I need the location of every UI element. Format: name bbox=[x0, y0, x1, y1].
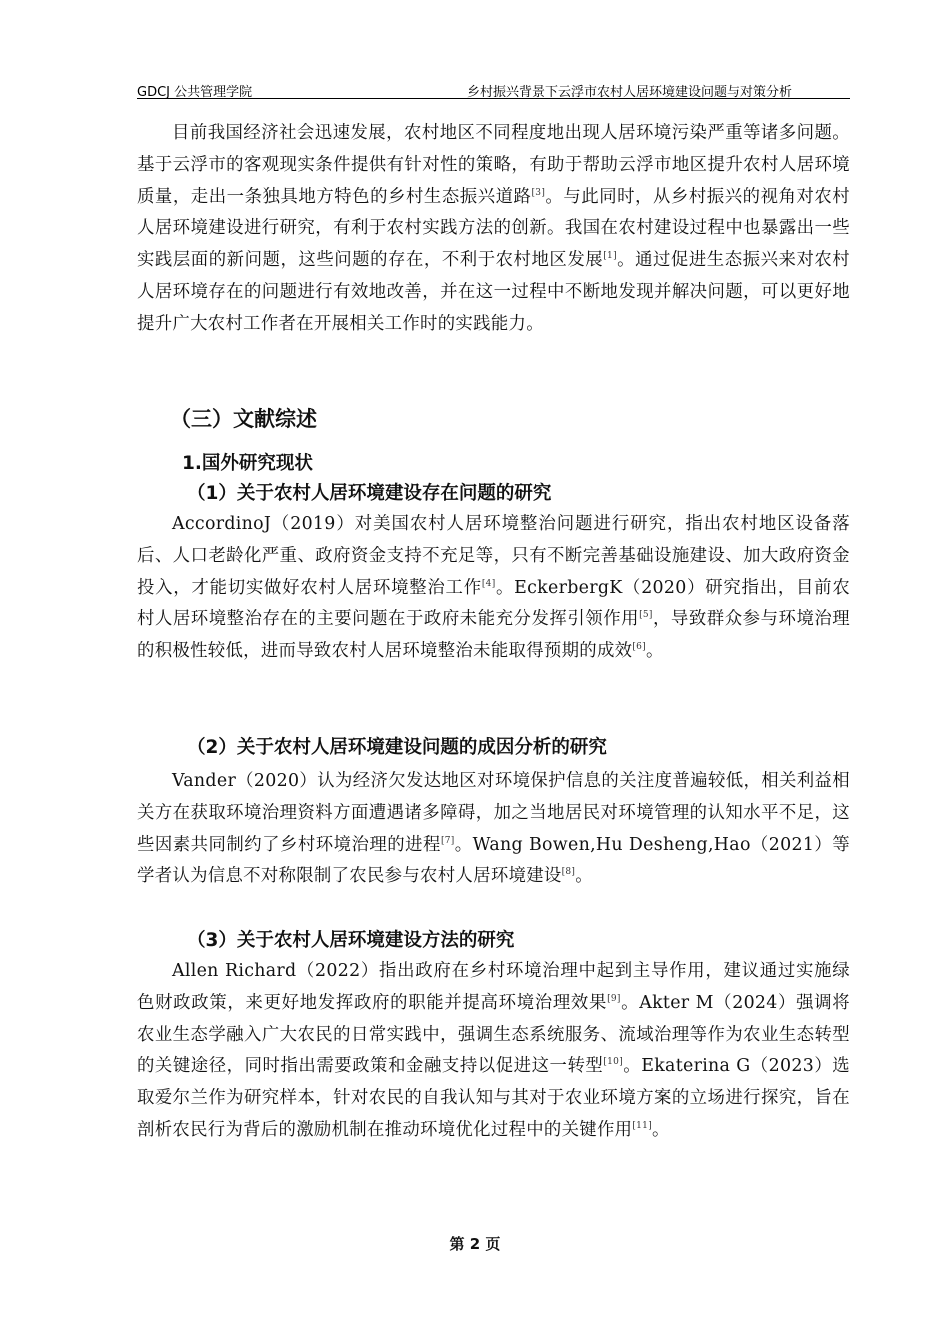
intro-paragraph bbox=[137, 118, 850, 341]
citation: [11] bbox=[632, 1120, 653, 1131]
page-header bbox=[137, 80, 850, 99]
header-title: 乡村振兴背景下云浮市农村人居环境建设问题与对策分析 bbox=[466, 85, 792, 100]
citation: [7] bbox=[440, 835, 455, 846]
intro-text-3: 。通过促进生态振兴来对农村人居环境存在的问题进行有效地改善，并在这一过程中不断地发现并解决问题，可以更好地提升广大农村工作者在开展相关工作时的实践能力。 bbox=[137, 250, 851, 334]
topic-3-text-3: 。Ekaterina G（2023）选取爱尔兰作为研究样本，针对农民的自我认知与其对于农业环境方案的立场进行探究，旨在剖析农民行为背后的激励机制在推动环境优化过程中的关键作用 bbox=[137, 1056, 850, 1140]
intro-paragraph-block bbox=[137, 118, 850, 341]
topic-3-block bbox=[137, 956, 850, 1147]
header-school: GDCJ 公共管理学院 bbox=[137, 85, 253, 100]
section-heading: （三）文献综述 bbox=[170, 407, 317, 431]
citation: [10] bbox=[603, 1057, 624, 1068]
topic-3-text-2: 。Akter M（2024）强调将农业生态学融入广大农民的日常实践中，强调生态系统服务、流域治理等作为农业生态转型的关键途径，同时指出需要政策和金融支持以促进这一转型 bbox=[137, 992, 850, 1077]
topic-1-text-3: ，导致群众参与环境治理的积极性较低，进而导致农村人居环境整治未能取得预期的成效 bbox=[137, 609, 850, 662]
topic-heading-2: （2）关于农村人居环境建设问题的成因分析的研究 bbox=[187, 737, 607, 758]
topic-1-text-1: AccordinoJ（2019）对美国农村人居环境整治问题进行研究，指出农村地区设备落后、人口老龄化严重、政府资金支持不充足等，只有不断完善基础设施建设、加大政府资金投入，才能切实做好农村人居环境整治工作 bbox=[137, 514, 850, 598]
citation: [5] bbox=[639, 610, 653, 621]
topic-3-text-4: 。 bbox=[652, 1119, 670, 1140]
intro-text-1: 目前我国经济社会迅速发展，农村地区不同程度地出现人居环境污染严重等诸多问题。基于云浮市的客观现实条件提供有针对性的策略，有助于帮助云浮市地区提升农村人居环境质量，走出一条独具地方特色的乡村生态振兴道路 bbox=[137, 123, 850, 207]
topic-2-text-3: 。 bbox=[575, 866, 593, 887]
topic-heading-3: （3）关于农村人居环境建设方法的研究 bbox=[187, 930, 515, 951]
topic-1-paragraph bbox=[137, 509, 850, 668]
citation: [9] bbox=[607, 993, 621, 1004]
topic-heading-1: （1）关于农村人居环境建设存在问题的研究 bbox=[187, 483, 552, 504]
topic-1-block bbox=[137, 509, 850, 668]
topic-1-text-4: 。 bbox=[646, 641, 664, 662]
topic-3-text-1: Allen Richard（2022）指出政府在乡村环境治理中起到主导作用，建议通过实施绿色财政政策，来更好地发挥政府的职能并提高环境治理效果 bbox=[137, 961, 850, 1013]
citation: [8] bbox=[561, 867, 576, 878]
topic-2-text-2: 。Wang Bowen,Hu Desheng,Hao（2021）等学者认为信息不对称限制了农民参与农村人居环境建设 bbox=[137, 834, 850, 887]
topic-2-text-1: Vander（2020）认为经济欠发达地区对环境保护信息的关注度普遍较低，相关利益相关方在获取环境治理资料方面遭遇诸多障碍，加之当地居民对环境管理的认知水平不足，这些因素共同制约了乡村环境治理的进程 bbox=[137, 771, 850, 855]
citation: [6] bbox=[632, 642, 646, 653]
topic-1-text-2: 。EckerbergK（2020）研究指出，目前农村人居环境整治存在的主要问题在于政府未能充分发挥引领作用 bbox=[137, 577, 851, 630]
intro-text-2: 。与此同时，从乡村振兴的视角对农村人居环境建设进行研究，有利于农村实践方法的创新。我国在农村建设过程中也暴露出一些实践层面的新问题，这些问题的存在，不利于农村地区发展 bbox=[137, 186, 850, 271]
topic-2-block bbox=[137, 766, 850, 893]
citation: [3] bbox=[531, 187, 546, 198]
citation: [1] bbox=[603, 251, 617, 262]
topic-3-paragraph bbox=[137, 956, 850, 1147]
subsection-heading: 1.国外研究现状 bbox=[182, 453, 313, 474]
page-number: 第 2 页 bbox=[449, 1235, 501, 1253]
topic-2-paragraph bbox=[137, 766, 850, 893]
citation: [4] bbox=[481, 578, 496, 589]
